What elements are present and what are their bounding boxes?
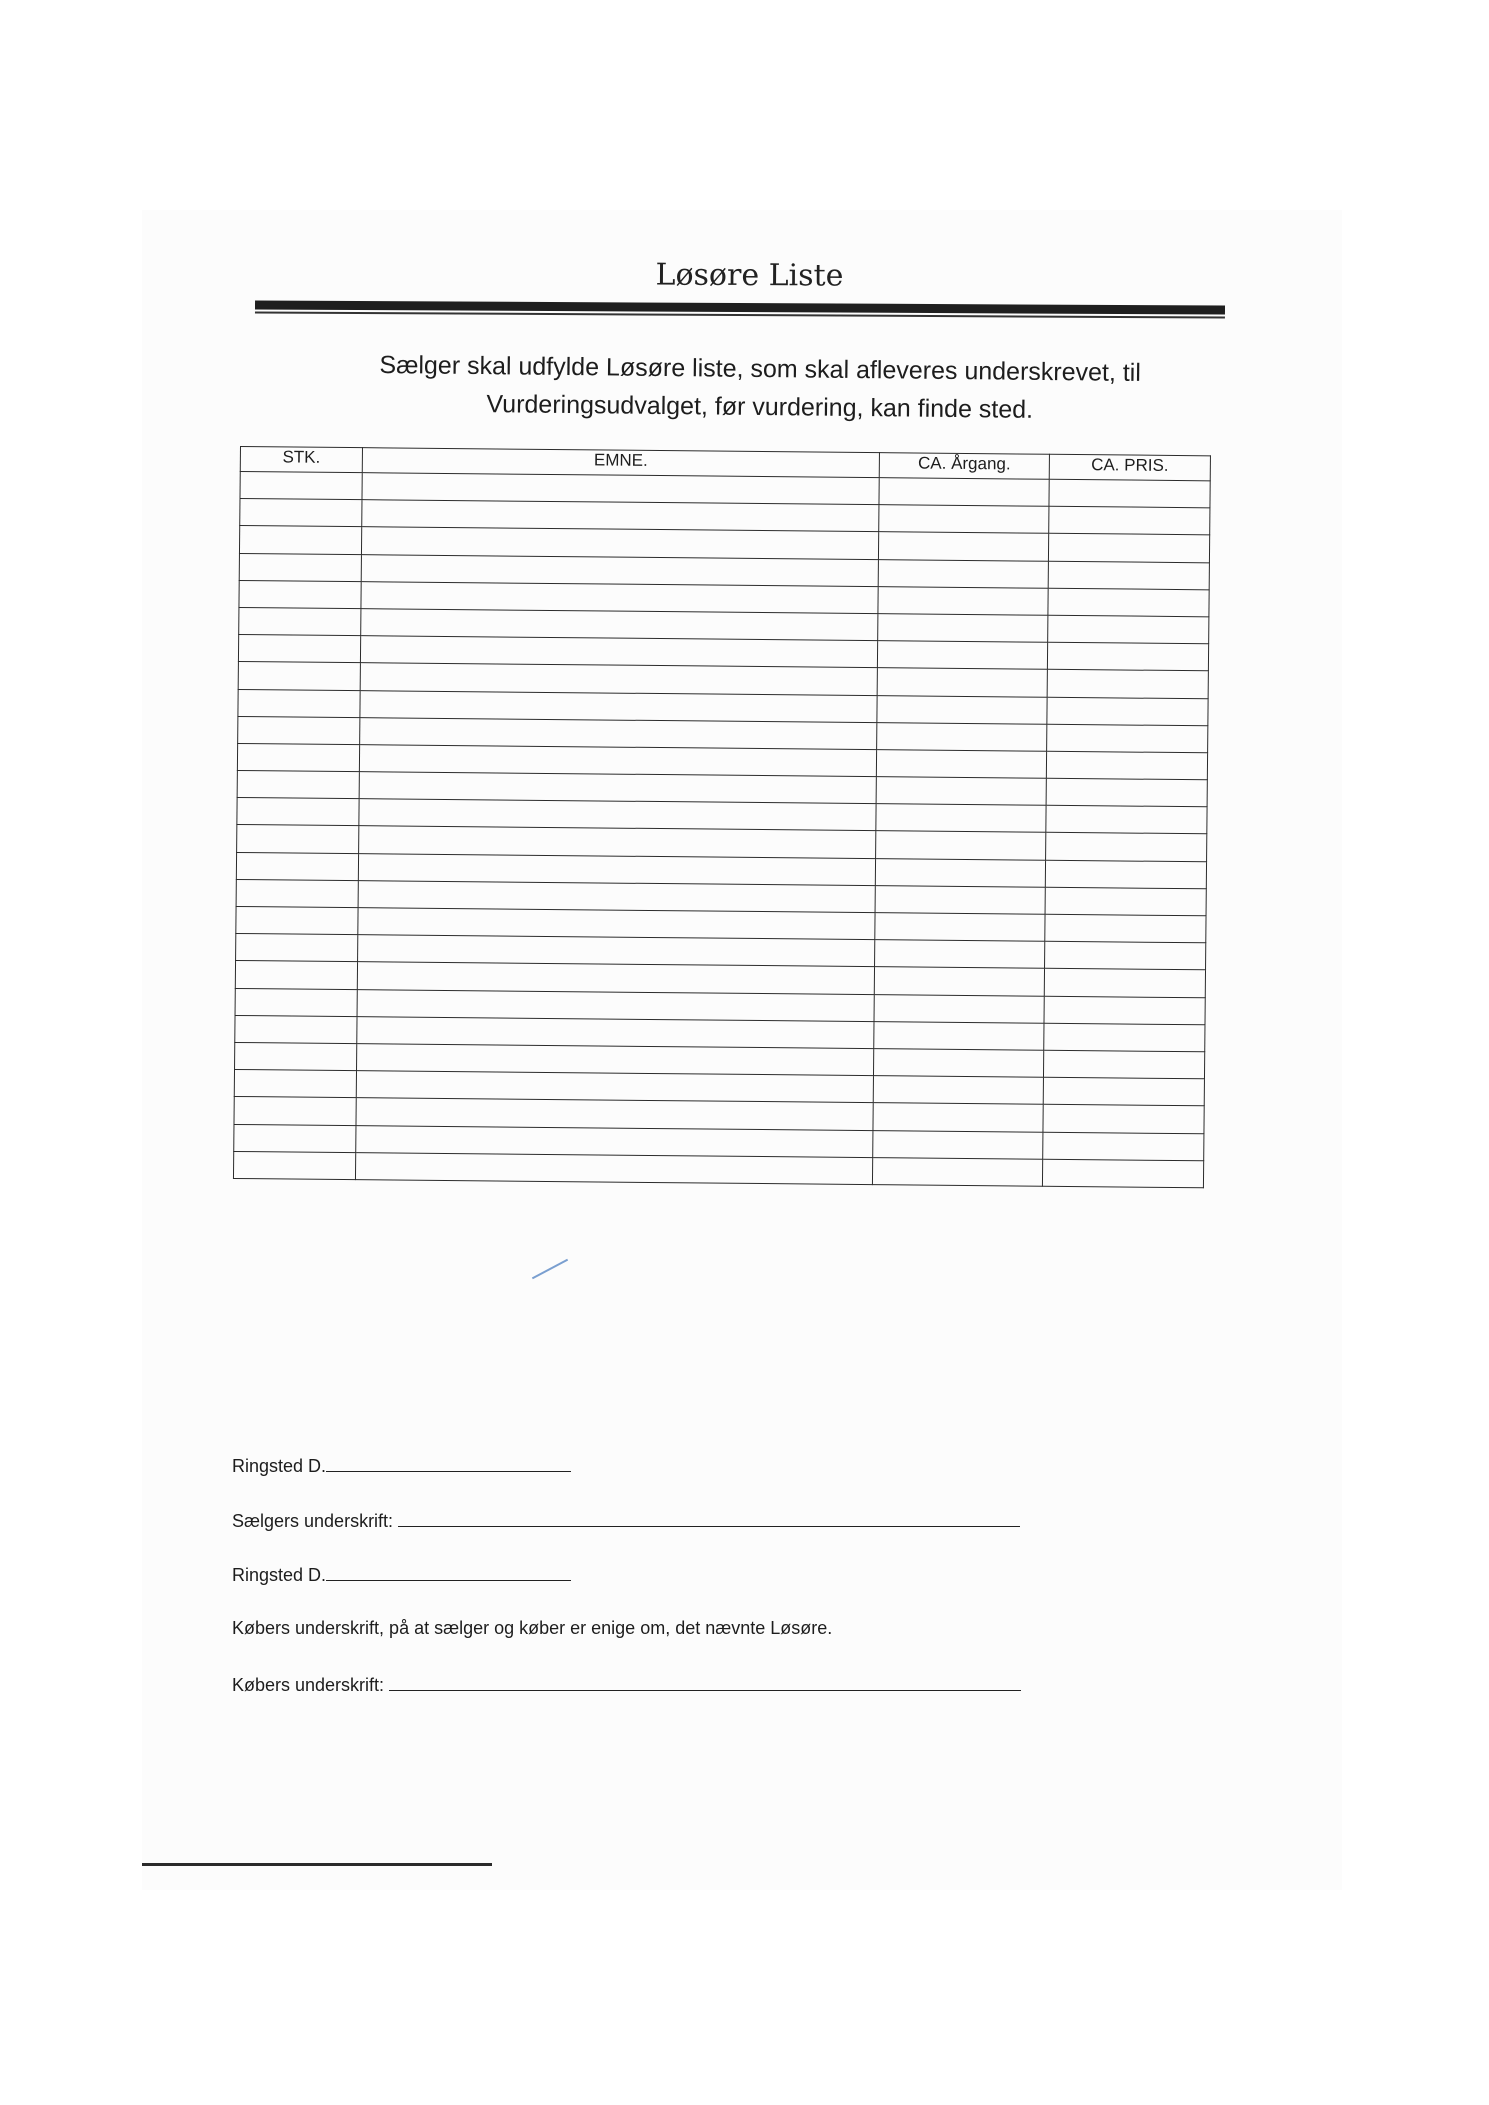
cell-pris[interactable] xyxy=(1046,833,1207,862)
cell-stk[interactable] xyxy=(235,961,357,989)
buyer-signature-field[interactable] xyxy=(389,1672,1021,1691)
cell-stk[interactable] xyxy=(237,825,359,853)
cell-pris[interactable] xyxy=(1045,887,1206,916)
cell-stk[interactable] xyxy=(237,798,359,826)
header-pris: CA. PRIS. xyxy=(1049,454,1210,481)
cell-pris[interactable] xyxy=(1043,1105,1204,1134)
cell-aargang[interactable] xyxy=(877,695,1047,724)
date-label-2: Ringsted D. xyxy=(232,1565,327,1585)
cell-pris[interactable] xyxy=(1045,941,1206,970)
cell-stk[interactable] xyxy=(234,1097,356,1125)
header-aargang: CA. Årgang. xyxy=(879,453,1049,480)
date-field-2[interactable] xyxy=(326,1562,571,1581)
cell-stk[interactable] xyxy=(236,879,358,907)
cell-stk[interactable] xyxy=(237,743,359,771)
cell-aargang[interactable] xyxy=(879,505,1049,534)
cell-pris[interactable] xyxy=(1043,1077,1204,1106)
cell-pris[interactable] xyxy=(1043,1132,1204,1161)
cell-stk[interactable] xyxy=(238,689,360,717)
cell-pris[interactable] xyxy=(1044,1023,1205,1052)
cell-aargang[interactable] xyxy=(876,804,1046,833)
document-title: Løsøre Liste xyxy=(655,257,844,294)
cell-aargang[interactable] xyxy=(876,749,1046,778)
cell-aargang[interactable] xyxy=(875,858,1045,887)
cell-aargang[interactable] xyxy=(874,967,1044,996)
cell-pris[interactable] xyxy=(1047,642,1208,671)
cell-aargang[interactable] xyxy=(878,532,1048,561)
cell-aargang[interactable] xyxy=(878,614,1048,643)
cell-emne[interactable] xyxy=(355,1152,872,1184)
date-field-1[interactable] xyxy=(326,1453,571,1472)
cell-pris[interactable] xyxy=(1047,724,1208,753)
cell-stk[interactable] xyxy=(239,607,361,635)
cell-pris[interactable] xyxy=(1047,670,1208,699)
cell-pris[interactable] xyxy=(1048,534,1209,563)
header-stk: STK. xyxy=(240,447,362,473)
cell-aargang[interactable] xyxy=(876,831,1046,860)
cell-stk[interactable] xyxy=(239,526,361,554)
cell-pris[interactable] xyxy=(1045,914,1206,943)
cell-aargang[interactable] xyxy=(875,913,1045,942)
buyer-signature-label: Købers underskrift: xyxy=(232,1675,385,1695)
cell-pris[interactable] xyxy=(1044,996,1205,1025)
cell-stk[interactable] xyxy=(235,1042,357,1070)
cell-aargang[interactable] xyxy=(873,1130,1043,1159)
cell-pris[interactable] xyxy=(1047,697,1208,726)
cell-stk[interactable] xyxy=(234,1070,356,1098)
cell-aargang[interactable] xyxy=(872,1157,1042,1186)
cell-stk[interactable] xyxy=(233,1151,355,1179)
seller-signature-field[interactable] xyxy=(398,1508,1020,1527)
items-table xyxy=(233,446,1211,1188)
cell-stk[interactable] xyxy=(234,1124,356,1152)
cell-stk[interactable] xyxy=(236,906,358,934)
cell-stk[interactable] xyxy=(240,472,362,500)
cell-stk[interactable] xyxy=(235,1015,357,1043)
cell-aargang[interactable] xyxy=(877,668,1047,697)
cell-pris[interactable] xyxy=(1042,1159,1203,1188)
cell-stk[interactable] xyxy=(239,580,361,608)
bottom-rule xyxy=(142,1863,492,1866)
cell-aargang[interactable] xyxy=(875,940,1045,969)
seller-signature-line xyxy=(232,1508,1020,1532)
cell-pris[interactable] xyxy=(1048,615,1209,644)
cell-aargang[interactable] xyxy=(873,1103,1043,1132)
intro-line-1: Sælger skal udfylde Løsøre liste, som skal afleveres underskrevet, til xyxy=(379,351,1142,387)
date-line-1 xyxy=(232,1453,571,1477)
cell-stk[interactable] xyxy=(240,499,362,527)
cell-pris[interactable] xyxy=(1045,860,1206,889)
table-body xyxy=(233,472,1210,1188)
cell-pris[interactable] xyxy=(1046,806,1207,835)
cell-aargang[interactable] xyxy=(876,777,1046,806)
cell-aargang[interactable] xyxy=(879,478,1049,507)
cell-stk[interactable] xyxy=(236,852,358,880)
date-label-1: Ringsted D. xyxy=(232,1456,327,1476)
cell-aargang[interactable] xyxy=(874,994,1044,1023)
cell-pris[interactable] xyxy=(1046,751,1207,780)
cell-pris[interactable] xyxy=(1048,561,1209,590)
cell-pris[interactable] xyxy=(1049,506,1210,535)
cell-stk[interactable] xyxy=(237,771,359,799)
cell-aargang[interactable] xyxy=(873,1076,1043,1105)
intro-text xyxy=(300,345,1221,431)
cell-stk[interactable] xyxy=(239,553,361,581)
header-emne: EMNE. xyxy=(362,448,879,478)
cell-aargang[interactable] xyxy=(874,1021,1044,1050)
cell-pris[interactable] xyxy=(1044,969,1205,998)
cell-aargang[interactable] xyxy=(873,1049,1043,1078)
cell-aargang[interactable] xyxy=(878,586,1048,615)
intro-line-2: Vurderingsudvalget, før vurdering, kan finde sted. xyxy=(486,390,1034,424)
seller-signature-label: Sælgers underskrift: xyxy=(232,1511,394,1531)
cell-pris[interactable] xyxy=(1043,1050,1204,1079)
buyer-statement: Købers underskrift, på at sælger og køber er enige om, det nævnte Løsøre. xyxy=(232,1618,833,1638)
cell-stk[interactable] xyxy=(238,635,360,663)
date-line-2 xyxy=(232,1562,571,1586)
cell-stk[interactable] xyxy=(236,934,358,962)
cell-aargang[interactable] xyxy=(878,559,1048,588)
cell-pris[interactable] xyxy=(1048,588,1209,617)
buyer-signature-line xyxy=(232,1672,1021,1696)
cell-aargang[interactable] xyxy=(877,722,1047,751)
cell-aargang[interactable] xyxy=(877,641,1047,670)
cell-pris[interactable] xyxy=(1046,778,1207,807)
cell-stk[interactable] xyxy=(238,716,360,744)
cell-aargang[interactable] xyxy=(875,885,1045,914)
cell-stk[interactable] xyxy=(235,988,357,1016)
cell-pris[interactable] xyxy=(1049,479,1210,508)
cell-stk[interactable] xyxy=(238,662,360,690)
